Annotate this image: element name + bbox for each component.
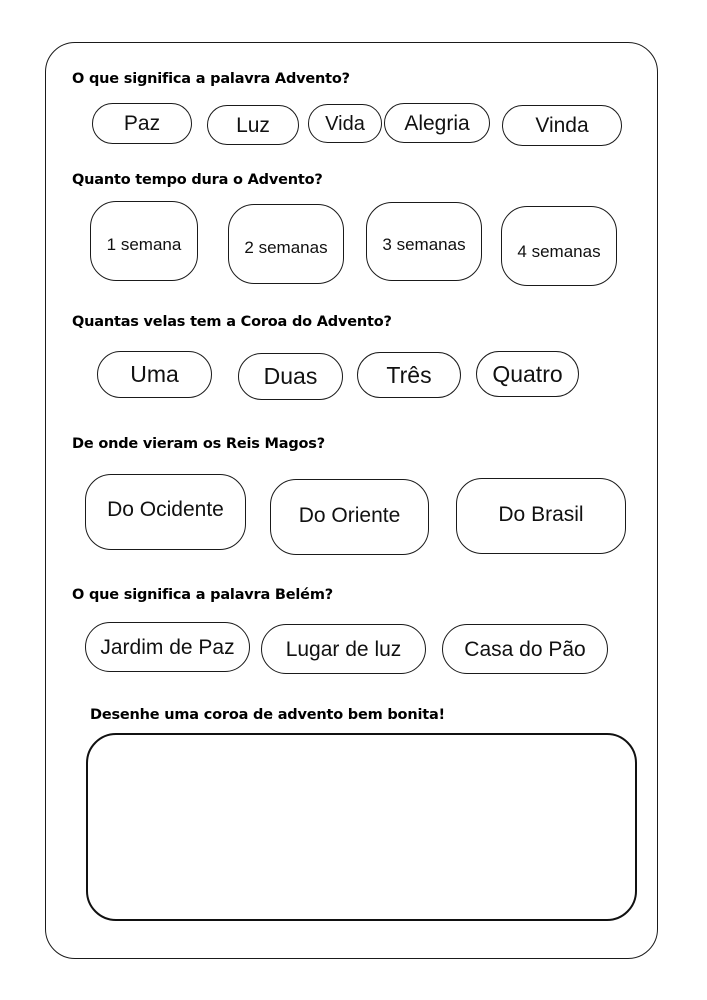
question-heading-1: O que significa a palavra Advento? — [72, 71, 350, 87]
option-q2-2-semanas[interactable]: 2 semanas — [228, 204, 344, 284]
option-q5-jardim-de-paz[interactable]: Jardim de Paz — [85, 622, 250, 672]
drawing-task-heading: Desenhe uma coroa de advento bem bonita! — [90, 707, 445, 723]
option-q3-tres[interactable]: Três — [357, 352, 461, 398]
option-q5-casa-do-pao[interactable]: Casa do Pão — [442, 624, 608, 674]
option-q2-1-semana[interactable]: 1 semana — [90, 201, 198, 281]
question-heading-4: De onde vieram os Reis Magos? — [72, 436, 325, 452]
worksheet-page — [45, 42, 658, 959]
option-q5-lugar-de-luz[interactable]: Lugar de luz — [261, 624, 426, 674]
option-q4-do-oriente[interactable]: Do Oriente — [270, 479, 429, 555]
option-q2-3-semanas[interactable]: 3 semanas — [366, 202, 482, 281]
option-q4-do-ocidente[interactable]: Do Ocidente — [85, 474, 246, 550]
option-q1-alegria[interactable]: Alegria — [384, 103, 490, 143]
option-q1-vida[interactable]: Vida — [308, 104, 382, 143]
option-q3-uma[interactable]: Uma — [97, 351, 212, 398]
option-q1-paz[interactable]: Paz — [92, 103, 192, 144]
option-q1-luz[interactable]: Luz — [207, 105, 299, 145]
drawing-canvas[interactable] — [86, 733, 637, 921]
question-heading-2: Quanto tempo dura o Advento? — [72, 172, 323, 188]
option-q4-do-brasil[interactable]: Do Brasil — [456, 478, 626, 554]
option-q3-duas[interactable]: Duas — [238, 353, 343, 400]
option-q3-quatro[interactable]: Quatro — [476, 351, 579, 397]
option-q1-vinda[interactable]: Vinda — [502, 105, 622, 146]
option-q2-4-semanas[interactable]: 4 semanas — [501, 206, 617, 286]
question-heading-3: Quantas velas tem a Coroa do Advento? — [72, 314, 392, 330]
question-heading-5: O que significa a palavra Belém? — [72, 587, 333, 603]
